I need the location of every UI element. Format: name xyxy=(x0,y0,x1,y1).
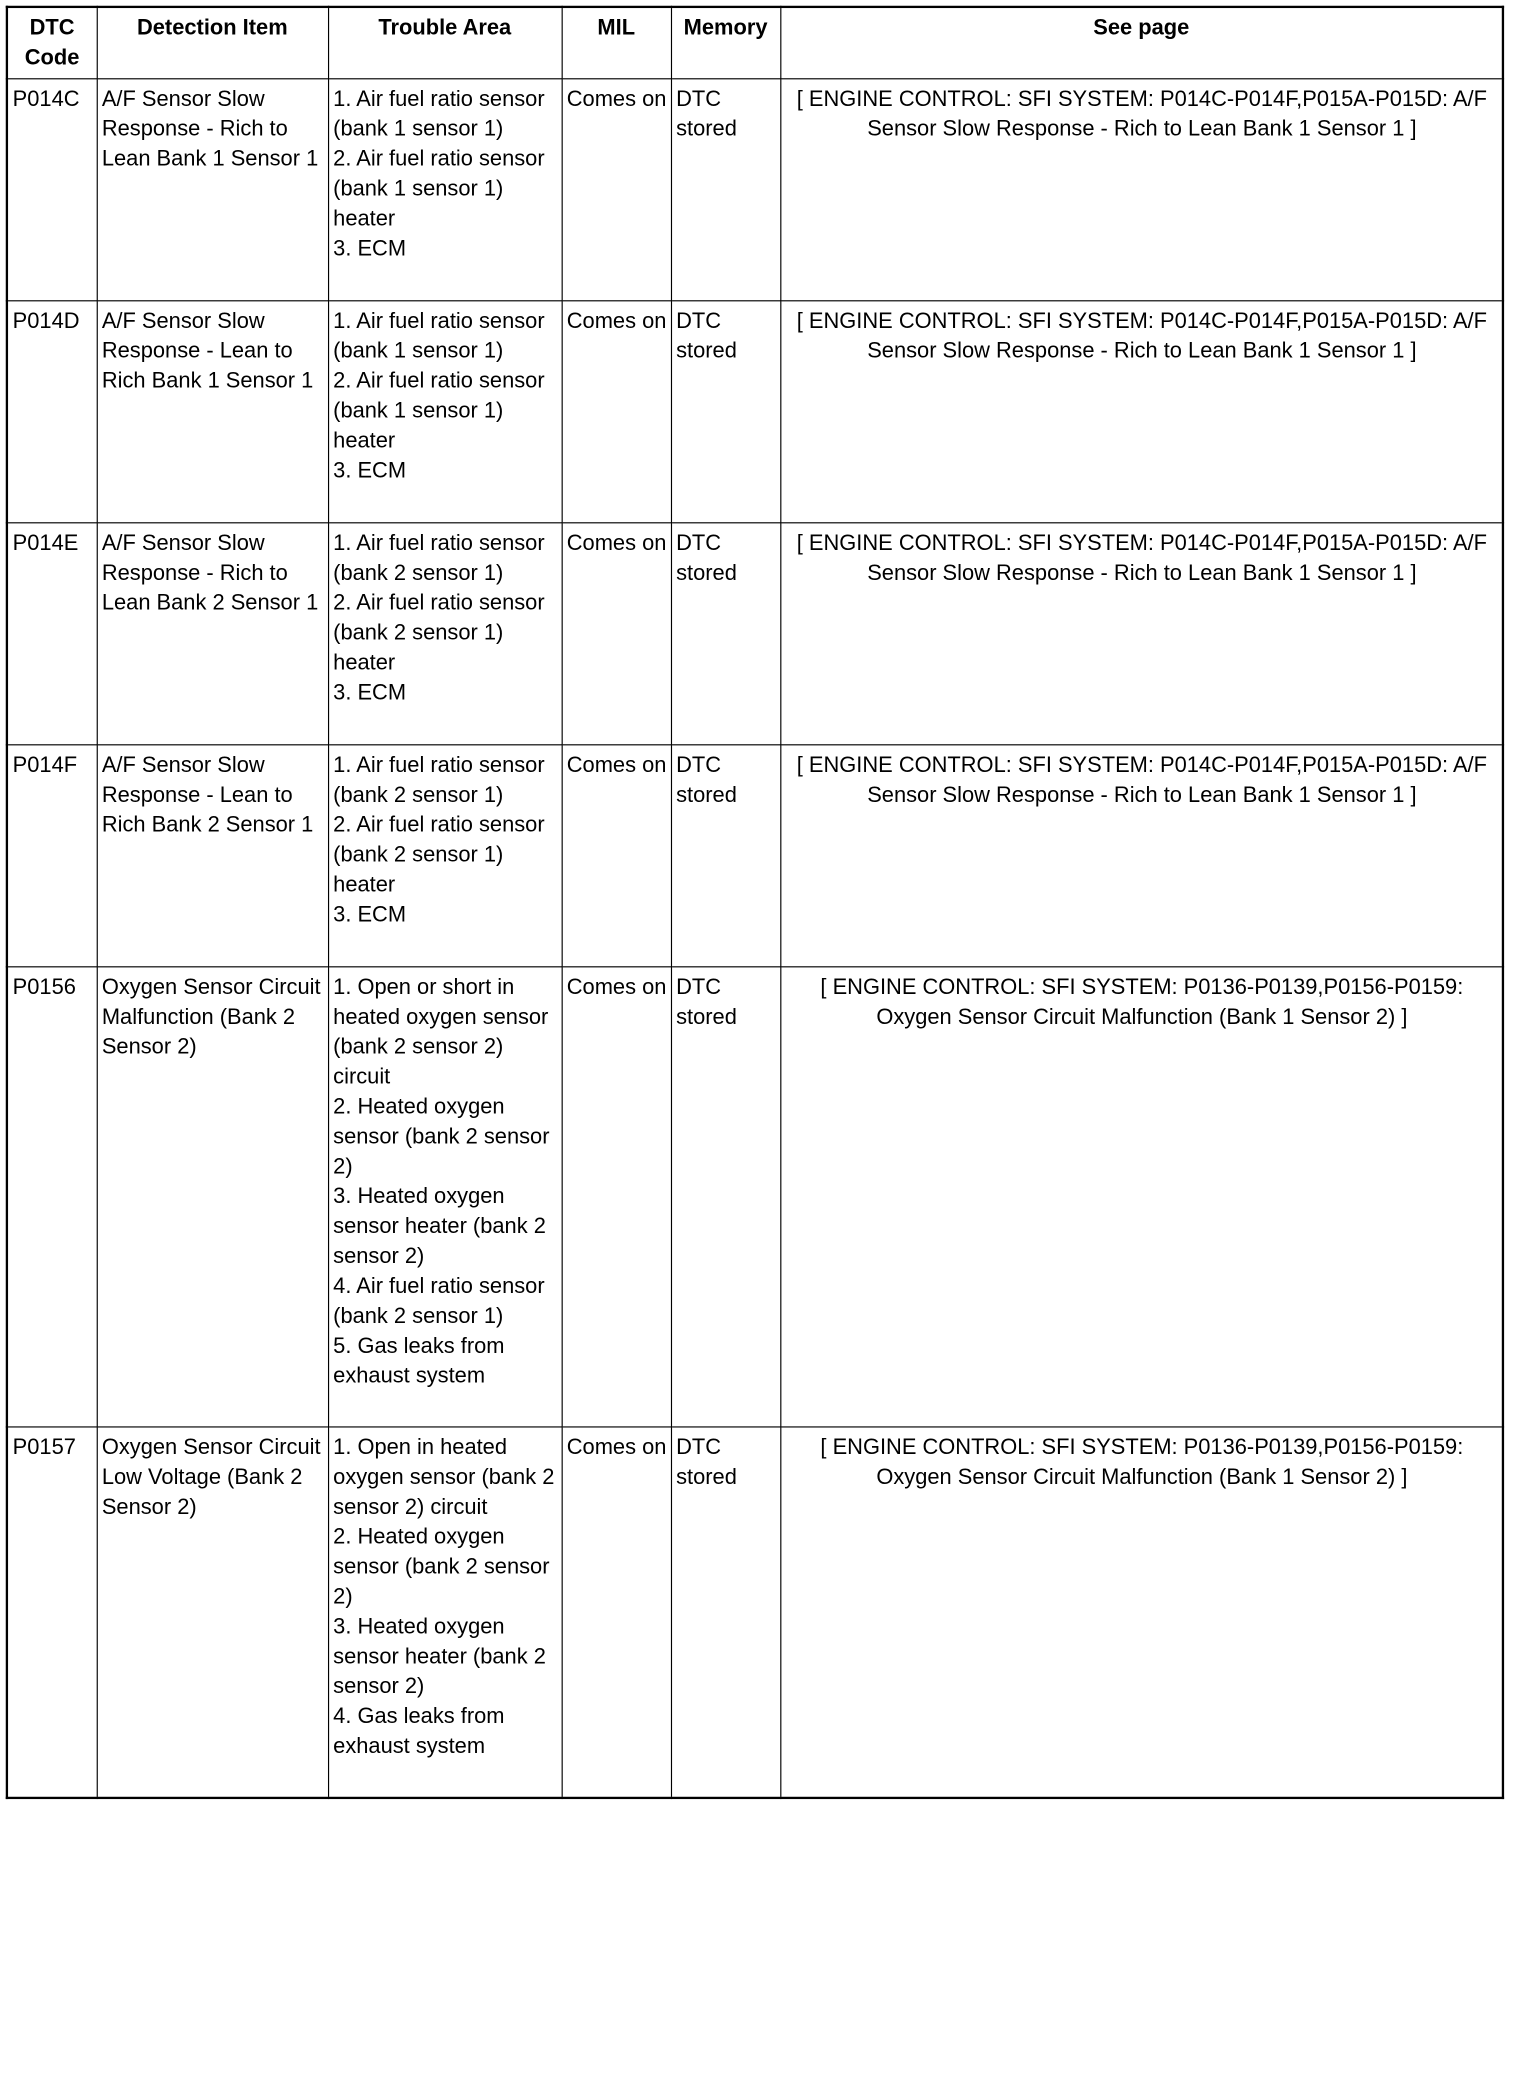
trouble-area-item: 1. Air fuel ratio sensor (bank 1 sensor 1) xyxy=(333,86,545,141)
see-page-link[interactable]: [ ENGINE CONTROL: SFI SYSTEM: P014C-P014F,P015A-P015D: A/F Sensor Slow Response - Rich to Lean Bank 1 Sensor 1 ] xyxy=(780,522,1503,744)
trouble-area-cell xyxy=(328,1426,562,1798)
trouble-area-item: 2. Air fuel ratio sensor (bank 1 sensor 1) heater xyxy=(333,368,545,453)
dtc-code-cell: P0156 xyxy=(7,966,97,1426)
dtc-code-cell: P014D xyxy=(7,300,97,522)
table-header-row xyxy=(7,7,1503,78)
header-mil: MIL xyxy=(562,7,671,78)
trouble-area-item: 3. ECM xyxy=(333,458,407,483)
trouble-area-cell xyxy=(328,744,562,966)
trouble-area-item: 3. ECM xyxy=(333,902,407,927)
detection-item-cell: A/F Sensor Slow Response - Rich to Lean Bank 2 Sensor 1 xyxy=(97,522,328,744)
mil-cell: Comes on xyxy=(562,744,671,966)
detection-item-cell: A/F Sensor Slow Response - Lean to Rich Bank 1 Sensor 1 xyxy=(97,300,328,522)
mil-cell: Comes on xyxy=(562,522,671,744)
trouble-area-item: 1. Air fuel ratio sensor (bank 1 sensor 1) xyxy=(333,308,545,363)
trouble-area-item: 1. Open in heated oxygen sensor (bank 2 sensor 2) circuit xyxy=(333,1434,555,1519)
header-dtc-code: DTC Code xyxy=(7,7,97,78)
mil-cell: Comes on xyxy=(562,300,671,522)
trouble-area-item: 4. Air fuel ratio sensor (bank 2 sensor 1) xyxy=(333,1273,545,1329)
trouble-area-item: 2. Heated oxygen sensor (bank 2 sensor 2) xyxy=(333,1524,550,1609)
trouble-area-item: 5. Gas leaks from exhaust system xyxy=(333,1333,505,1388)
trouble-area-item: 1. Air fuel ratio sensor (bank 2 sensor 1) xyxy=(333,530,545,585)
memory-cell: DTC stored xyxy=(671,522,780,744)
detection-item-cell: Oxygen Sensor Circuit Low Voltage (Bank 2 Sensor 2) xyxy=(97,1426,328,1798)
header-trouble-area: Trouble Area xyxy=(328,7,562,78)
trouble-area-item: 1. Air fuel ratio sensor (bank 2 sensor 1) xyxy=(333,752,545,807)
see-page-link[interactable]: [ ENGINE CONTROL: SFI SYSTEM: P014C-P014F,P015A-P015D: A/F Sensor Slow Response - Rich to Lean Bank 1 Sensor 1 ] xyxy=(780,744,1503,966)
trouble-area-item: 4. Gas leaks from exhaust system xyxy=(333,1704,505,1759)
mil-cell: Comes on xyxy=(562,78,671,300)
trouble-area-cell xyxy=(328,300,562,522)
header-detection-item: Detection Item xyxy=(97,7,328,78)
mil-cell: Comes on xyxy=(562,966,671,1426)
memory-cell: DTC stored xyxy=(671,300,780,522)
trouble-area-item: 3. ECM xyxy=(333,680,407,705)
table-row xyxy=(7,966,1503,1426)
see-page-link[interactable]: [ ENGINE CONTROL: SFI SYSTEM: P014C-P014F,P015A-P015D: A/F Sensor Slow Response - Rich to Lean Bank 1 Sensor 1 ] xyxy=(780,78,1503,300)
trouble-area-item: 3. Heated oxygen sensor heater (bank 2 sensor 2) xyxy=(333,1614,546,1699)
mil-cell: Comes on xyxy=(562,1426,671,1798)
trouble-area-item: 2. Air fuel ratio sensor (bank 1 sensor 1) heater xyxy=(333,146,545,231)
memory-cell: DTC stored xyxy=(671,966,780,1426)
header-memory: Memory xyxy=(671,7,780,78)
trouble-area-item: 2. Heated oxygen sensor (bank 2 sensor 2) xyxy=(333,1094,550,1179)
table-row xyxy=(7,300,1503,522)
dtc-table xyxy=(6,6,1504,1799)
trouble-area-item: 3. Heated oxygen sensor heater (bank 2 sensor 2) xyxy=(333,1184,546,1269)
trouble-area-cell xyxy=(328,78,562,300)
trouble-area-item: 2. Air fuel ratio sensor (bank 2 sensor 1) heater xyxy=(333,590,545,675)
dtc-code-cell: P014F xyxy=(7,744,97,966)
memory-cell: DTC stored xyxy=(671,78,780,300)
trouble-area-cell xyxy=(328,966,562,1426)
trouble-area-item: 1. Open or short in heated oxygen sensor (bank 2 sensor 2) circuit xyxy=(333,974,549,1089)
dtc-code-cell: P014C xyxy=(7,78,97,300)
header-see-page: See page xyxy=(780,7,1503,78)
see-page-link[interactable]: [ ENGINE CONTROL: SFI SYSTEM: P014C-P014F,P015A-P015D: A/F Sensor Slow Response - Rich to Lean Bank 1 Sensor 1 ] xyxy=(780,300,1503,522)
trouble-area-cell xyxy=(328,522,562,744)
table-row xyxy=(7,744,1503,966)
detection-item-cell: A/F Sensor Slow Response - Rich to Lean Bank 1 Sensor 1 xyxy=(97,78,328,300)
detection-item-cell: A/F Sensor Slow Response - Lean to Rich Bank 2 Sensor 1 xyxy=(97,744,328,966)
table-row xyxy=(7,1426,1503,1798)
trouble-area-item: 3. ECM xyxy=(333,236,407,261)
see-page-link[interactable]: [ ENGINE CONTROL: SFI SYSTEM: P0136-P0139,P0156-P0159: Oxygen Sensor Circuit Malfunction (Bank 1 Sensor 2) ] xyxy=(780,1426,1503,1798)
detection-item-cell: Oxygen Sensor Circuit Malfunction (Bank 2 Sensor 2) xyxy=(97,966,328,1426)
trouble-area-item: 2. Air fuel ratio sensor (bank 2 sensor 1) heater xyxy=(333,812,545,897)
table-row xyxy=(7,522,1503,744)
see-page-link[interactable]: [ ENGINE CONTROL: SFI SYSTEM: P0136-P0139,P0156-P0159: Oxygen Sensor Circuit Malfunction (Bank 1 Sensor 2) ] xyxy=(780,966,1503,1426)
memory-cell: DTC stored xyxy=(671,744,780,966)
dtc-code-cell: P0157 xyxy=(7,1426,97,1798)
table-row xyxy=(7,78,1503,300)
dtc-code-cell: P014E xyxy=(7,522,97,744)
memory-cell: DTC stored xyxy=(671,1426,780,1798)
